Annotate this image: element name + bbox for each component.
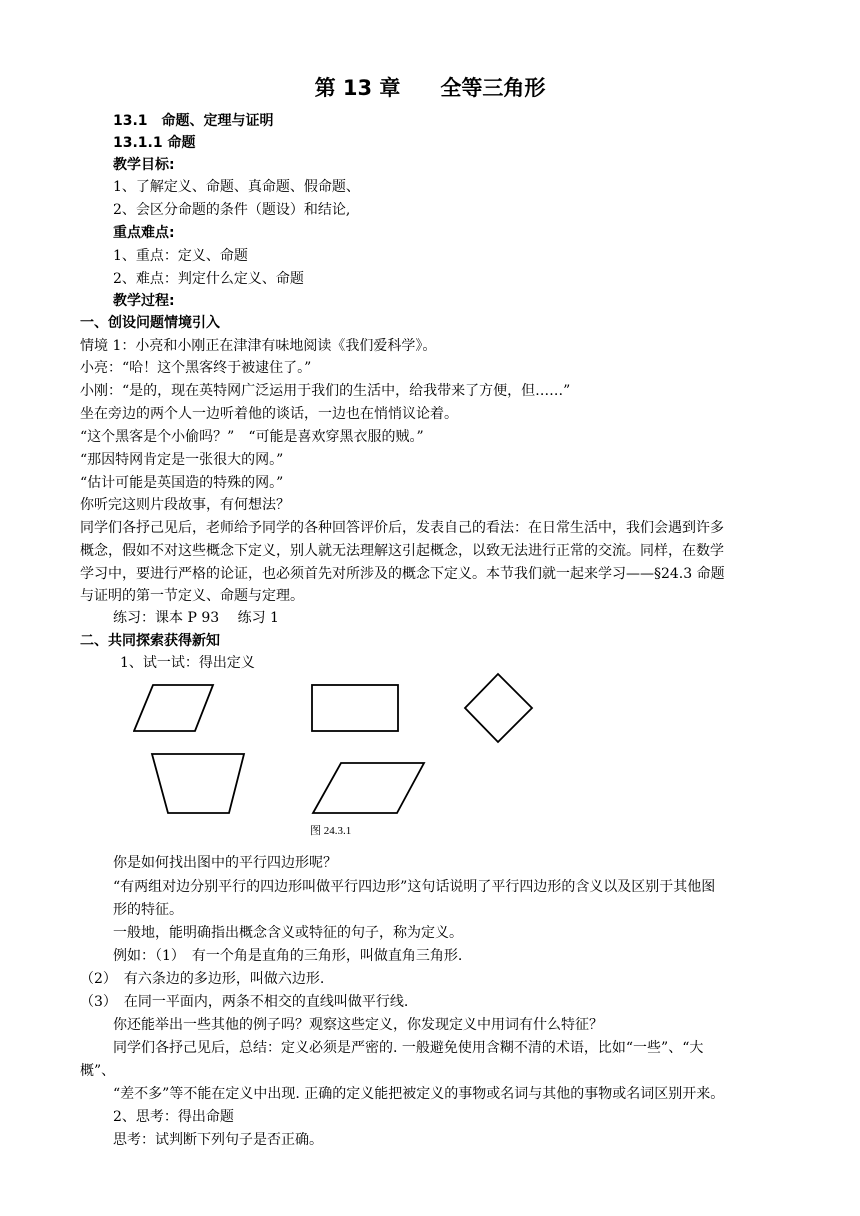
paragraph: 与证明的第一节定义、命题与定理。 (80, 588, 304, 604)
paragraph: 思考：试判断下列句子是否正确。 (113, 1132, 323, 1148)
example-item: 例如：（1） 有一个角是直角的三角形，叫做直角三角形. (113, 948, 463, 964)
paragraph: 你听完这则片段故事，有何想法？ (80, 497, 290, 513)
chapter-title (0, 72, 860, 102)
exercise-line: 练习：课本 P 93 练习 1 (113, 610, 279, 626)
keypoint-item: 2、难点：判定什么定义、命题 (113, 271, 304, 287)
paragraph: 同学们各抒己见后，老师给予同学的各种回答评价后，发表自己的看法：在日常生活中，我们会遇到许多 (80, 520, 724, 536)
definition-statement: 一般地，能明确指出概念含义或特征的句子，称为定义。 (113, 925, 463, 941)
paragraph: “估计可能是英国造的特殊的网。” (80, 475, 284, 491)
paragraph: “差不多”等不能在定义中出现. 正确的定义能把被定义的事物或名词与其他的事物或名词区别开来。 (113, 1086, 725, 1102)
keypoints-heading: 重点难点: (113, 225, 175, 241)
goal-item: 1、了解定义、命题、真命题、假命题、 (113, 179, 360, 195)
paragraph: 你还能举出一些其他的例子吗？观察这些定义，你发现定义中用词有什么特征？ (113, 1017, 603, 1033)
part-one-heading: 一、创设问题情境引入 (80, 315, 220, 331)
figure-caption: 图 24.3.1 (310, 825, 352, 837)
part-two-heading: 二、共同探索获得新知 (80, 633, 220, 649)
paragraph: 小亮：“哈！这个黑客终于被逮住了。” (80, 360, 312, 376)
paragraph: 概念，假如不对这些概念下定义，别人就无法理解这引起概念，以致无法进行正常的交流。同样，在数学 (80, 543, 724, 559)
paragraph: 坐在旁边的两个人一边听着他的谈话，一边也在悄悄议论着。 (80, 406, 458, 422)
example-item: （3） 在同一平面内，两条不相交的直线叫做平行线. (80, 994, 409, 1010)
chapter-name: 全等三角形 (440, 76, 546, 100)
rectangle-shape (312, 685, 398, 731)
paragraph: “这个黑客是个小偷吗？” “可能是喜欢穿黑衣服的贼。” (80, 429, 424, 445)
keypoint-item: 1、重点：定义、命题 (113, 248, 248, 264)
paragraph: 学习中，要进行严格的论证，也必须首先对所涉及的概念下定义。本节我们就一起来学习——§24.3 命题 (80, 566, 725, 582)
subpoint-heading: 2、思考：得出命题 (113, 1109, 234, 1125)
goals-heading: 教学目标: (113, 157, 175, 173)
trapezoid-shape (152, 754, 244, 813)
goal-item: 2、会区分命题的条件（题设）和结论, (113, 202, 351, 218)
parallelogram-shape (313, 763, 424, 813)
process-heading: 教学过程: (113, 293, 175, 309)
paragraph: “那因特网肯定是一张很大的网。” (80, 452, 284, 468)
parallelogram-shape (134, 685, 213, 731)
subsection-heading: 13.1.1 命题 (113, 135, 196, 151)
paragraph: 形的特征。 (113, 902, 183, 918)
paragraph: “有两组对边分别平行的四边形叫做平行四边形”这句话说明了平行四边形的含义以及区别于其他图 (113, 879, 716, 895)
paragraph: 你是如何找出图中的平行四边形呢？ (113, 855, 337, 871)
subpoint-heading: 1、试一试：得出定义 (120, 655, 255, 671)
section-heading: 13.1 命题、定理与证明 (113, 113, 274, 129)
quadrilaterals-figure (133, 670, 543, 820)
chapter-number: 第 13 章 (314, 76, 401, 100)
paragraph: 小刚：“是的，现在英特网广泛运用于我们的生活中，给我带来了方便，但……” (80, 383, 571, 399)
paragraph: 同学们各抒己见后，总结：定义必须是严密的. 一般避免使用含糊不清的术语，比如“一些”、“大 (113, 1040, 704, 1056)
example-item: （2） 有六条边的多边形，叫做六边形. (80, 971, 325, 987)
paragraph: 概”、 (80, 1063, 116, 1079)
paragraph: 情境 1：小亮和小刚正在津津有味地阅读《我们爱科学》。 (80, 338, 437, 354)
rhombus-shape (465, 674, 532, 742)
